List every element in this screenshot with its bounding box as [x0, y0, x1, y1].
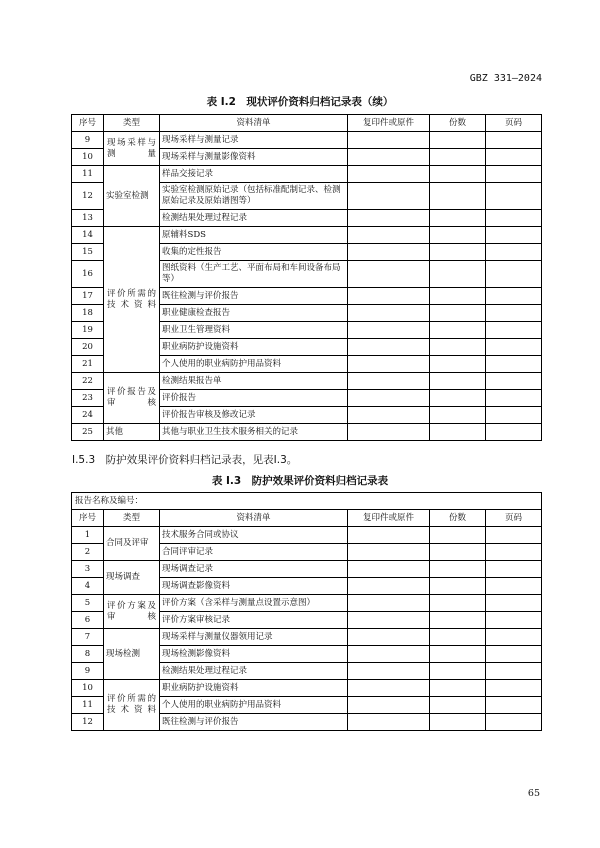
row-item: 检测结果处理过程记录 [160, 663, 348, 680]
cell-copy [348, 612, 430, 629]
cell-page [486, 646, 542, 663]
cell-copy [348, 714, 430, 731]
row-no: 4 [72, 578, 104, 595]
cell-count [430, 339, 486, 356]
cell-page [486, 680, 542, 697]
row-item: 评价方案审核记录 [160, 612, 348, 629]
cell-count [430, 714, 486, 731]
cell-count [430, 697, 486, 714]
cell-count [430, 288, 486, 305]
cell-page [486, 322, 542, 339]
row-category: 现场采样与测量 [104, 132, 160, 166]
cell-copy [348, 680, 430, 697]
cell-count [430, 132, 486, 149]
row-category: 评价所需的技术资料 [104, 227, 160, 373]
table-row [72, 680, 542, 697]
cell-count [430, 680, 486, 697]
cell-count [430, 305, 486, 322]
row-no: 11 [72, 166, 104, 183]
cell-count [430, 244, 486, 261]
col-header-no: 序号 [72, 510, 104, 527]
row-item: 评价报告审核及修改记录 [160, 407, 348, 424]
row-no: 14 [72, 227, 104, 244]
row-item: 现场调查记录 [160, 561, 348, 578]
cell-page [486, 183, 542, 210]
cell-count [430, 612, 486, 629]
row-category: 实验室检测 [104, 166, 160, 227]
table-row [72, 227, 542, 244]
table2 [71, 492, 542, 731]
row-no: 12 [72, 714, 104, 731]
standard-number: GBZ 331—2024 [469, 73, 542, 84]
row-category: 合同及评审 [104, 527, 160, 561]
row-item: 个人使用的职业病防护用品资料 [160, 356, 348, 373]
cell-count [430, 210, 486, 227]
cell-count [430, 578, 486, 595]
row-no: 20 [72, 339, 104, 356]
cell-count [430, 149, 486, 166]
row-no: 13 [72, 210, 104, 227]
row-no: 7 [72, 629, 104, 646]
col-header-type: 类型 [104, 510, 160, 527]
row-no: 12 [72, 183, 104, 210]
row-category: 其他 [104, 424, 160, 441]
row-item: 样品交接记录 [160, 166, 348, 183]
cell-copy [348, 595, 430, 612]
cell-copy [348, 227, 430, 244]
cell-page [486, 244, 542, 261]
row-item: 职业病防护设施资料 [160, 339, 348, 356]
cell-page [486, 132, 542, 149]
row-item: 合同评审记录 [160, 544, 348, 561]
cell-copy [348, 527, 430, 544]
row-no: 19 [72, 322, 104, 339]
row-no: 24 [72, 407, 104, 424]
cell-copy [348, 261, 430, 288]
col-header-copy: 复印件或原件 [348, 510, 430, 527]
cell-count [430, 663, 486, 680]
cell-copy [348, 288, 430, 305]
row-no: 5 [72, 595, 104, 612]
col-header-item: 资料清单 [160, 115, 348, 132]
cell-page [486, 424, 542, 441]
col-header-count: 份数 [430, 115, 486, 132]
table1-header-row [72, 115, 542, 132]
row-item: 其他与职业卫生技术服务相关的记录 [160, 424, 348, 441]
row-item: 职业卫生管理资料 [160, 322, 348, 339]
cell-copy [348, 561, 430, 578]
cell-count [430, 356, 486, 373]
row-no: 6 [72, 612, 104, 629]
table-row [72, 595, 542, 612]
cell-copy [348, 244, 430, 261]
cell-count [430, 407, 486, 424]
table-row [72, 527, 542, 544]
cell-copy [348, 578, 430, 595]
cell-copy [348, 149, 430, 166]
row-item: 图纸资料（生产工艺、平面布局和车间设备布局等） [160, 261, 348, 288]
row-category: 评价方案及审核 [104, 595, 160, 629]
cell-page [486, 544, 542, 561]
row-no: 2 [72, 544, 104, 561]
cell-count [430, 227, 486, 244]
cell-page [486, 356, 542, 373]
row-no: 21 [72, 356, 104, 373]
cell-count [430, 561, 486, 578]
table-row [72, 424, 542, 441]
cell-page [486, 166, 542, 183]
row-item: 现场采样与测量仪器领用记录 [160, 629, 348, 646]
row-category: 评价报告及审核 [104, 373, 160, 424]
cell-copy [348, 697, 430, 714]
cell-page [486, 714, 542, 731]
cell-page [486, 612, 542, 629]
cell-page [486, 390, 542, 407]
row-no: 17 [72, 288, 104, 305]
cell-page [486, 629, 542, 646]
cell-page [486, 149, 542, 166]
cell-count [430, 424, 486, 441]
row-item: 现场采样与测量影像资料 [160, 149, 348, 166]
table1 [71, 114, 542, 441]
table2-header-row [72, 510, 542, 527]
cell-copy [348, 339, 430, 356]
report-name-row [72, 493, 542, 510]
row-item: 评价报告 [160, 390, 348, 407]
section-heading: I.5.3 防护效果评价资料归档记录表，见表I.3。 [72, 454, 298, 466]
row-item: 评价方案（含采样与测量点设置示意图） [160, 595, 348, 612]
cell-count [430, 629, 486, 646]
cell-copy [348, 407, 430, 424]
cell-copy [348, 183, 430, 210]
cell-page [486, 595, 542, 612]
row-no: 16 [72, 261, 104, 288]
row-no: 10 [72, 680, 104, 697]
col-header-no: 序号 [72, 115, 104, 132]
cell-copy [348, 646, 430, 663]
col-header-count: 份数 [430, 510, 486, 527]
row-item: 现场检测影像资料 [160, 646, 348, 663]
table-row [72, 132, 542, 149]
page-number: 65 [527, 788, 540, 799]
row-item: 原辅料SDS [160, 227, 348, 244]
row-item: 既往检测与评价报告 [160, 288, 348, 305]
cell-copy [348, 210, 430, 227]
table-row [72, 629, 542, 646]
row-item: 技术服务合同或协议 [160, 527, 348, 544]
col-header-page: 页码 [486, 115, 542, 132]
table-row [72, 561, 542, 578]
cell-page [486, 561, 542, 578]
cell-copy [348, 663, 430, 680]
cell-count [430, 183, 486, 210]
cell-count [430, 261, 486, 288]
cell-page [486, 697, 542, 714]
row-category: 现场调查 [104, 561, 160, 595]
cell-count [430, 390, 486, 407]
row-item: 现场调查影像资料 [160, 578, 348, 595]
row-no: 22 [72, 373, 104, 390]
cell-page [486, 288, 542, 305]
row-item: 检测结果报告单 [160, 373, 348, 390]
row-item: 个人使用的职业病防护用品资料 [160, 697, 348, 714]
table-row [72, 373, 542, 390]
row-no: 3 [72, 561, 104, 578]
row-no: 10 [72, 149, 104, 166]
col-header-item: 资料清单 [160, 510, 348, 527]
cell-page [486, 227, 542, 244]
report-name-label: 报告名称及编号： [72, 493, 542, 510]
cell-page [486, 305, 542, 322]
cell-copy [348, 322, 430, 339]
cell-copy [348, 132, 430, 149]
table-row [72, 166, 542, 183]
row-no: 9 [72, 132, 104, 149]
cell-page [486, 373, 542, 390]
cell-copy [348, 373, 430, 390]
row-item: 职业健康检查报告 [160, 305, 348, 322]
row-no: 25 [72, 424, 104, 441]
cell-copy [348, 390, 430, 407]
cell-page [486, 663, 542, 680]
cell-count [430, 646, 486, 663]
cell-page [486, 210, 542, 227]
cell-copy [348, 544, 430, 561]
row-category: 评价所需的技术资料 [104, 680, 160, 731]
row-no: 8 [72, 646, 104, 663]
cell-copy [348, 629, 430, 646]
cell-count [430, 166, 486, 183]
cell-copy [348, 305, 430, 322]
row-item: 收集的定性报告 [160, 244, 348, 261]
cell-copy [348, 356, 430, 373]
row-item: 现场采样与测量记录 [160, 132, 348, 149]
cell-copy [348, 166, 430, 183]
row-item: 既往检测与评价报告 [160, 714, 348, 731]
row-no: 11 [72, 697, 104, 714]
row-category: 现场检测 [104, 629, 160, 680]
cell-count [430, 544, 486, 561]
cell-count [430, 322, 486, 339]
col-header-page: 页码 [486, 510, 542, 527]
row-item: 职业病防护设施资料 [160, 680, 348, 697]
row-item: 检测结果处理过程记录 [160, 210, 348, 227]
cell-page [486, 578, 542, 595]
table1-caption: 表 I.2 现状评价资料归档记录表（续） [206, 96, 394, 108]
table2-caption: 表 I.3 防护效果评价资料归档记录表 [211, 475, 389, 487]
cell-count [430, 527, 486, 544]
cell-count [430, 595, 486, 612]
cell-copy [348, 424, 430, 441]
cell-count [430, 373, 486, 390]
col-header-copy: 复印件或原件 [348, 115, 430, 132]
row-item: 实验室检测原始记录（包括标准配制记录、检测原始记录及原始谱图等） [160, 183, 348, 210]
col-header-type: 类型 [104, 115, 160, 132]
cell-page [486, 527, 542, 544]
cell-page [486, 261, 542, 288]
row-no: 18 [72, 305, 104, 322]
row-no: 9 [72, 663, 104, 680]
cell-page [486, 339, 542, 356]
row-no: 15 [72, 244, 104, 261]
row-no: 23 [72, 390, 104, 407]
row-no: 1 [72, 527, 104, 544]
cell-page [486, 407, 542, 424]
